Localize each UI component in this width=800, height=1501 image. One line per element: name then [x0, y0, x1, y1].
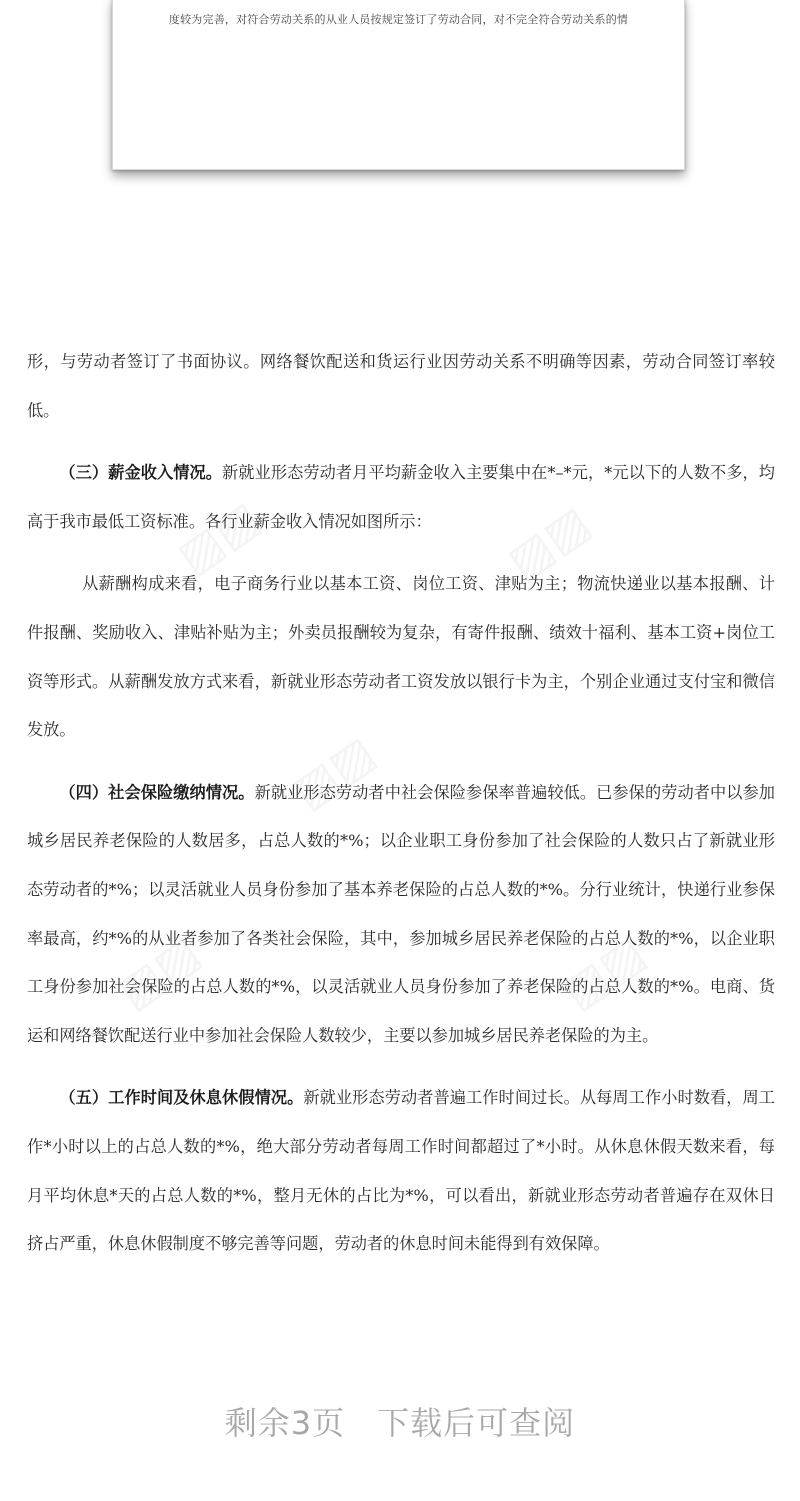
paragraph-text: 新就业形态劳动者普遍工作时间过长。从每周工作小时数看，周工作*小时以上的占总人数的*%，绝大部分劳动者每周工作时间都超过了*小时。从休息休假天数来看，每月平均休息*天的占总人数的*%，整月无休的占比为*%，可以看出，新就业形态劳动者普遍存在双休日挤占严重，休息休假制度不够完善等问题，劳动者的休息时间未能得到有效保障。	[27, 1088, 775, 1254]
document-body	[27, 338, 775, 1269]
section-heading-working-hours: （五）工作时间及休息休假情况。	[59, 1088, 304, 1108]
preview-text-line: 度较为完善，对符合劳动关系的从业人员按规定签订了劳动合同，对不完全符合劳动关系的情	[168, 13, 629, 26]
section-heading-salary: （三）薪金收入情况。	[59, 463, 223, 483]
paragraph-text: 形，与劳动者签订了书面协议。网络餐饮配送和货运行业因劳动关系不明确等因素，劳动合同签订率较低。	[27, 352, 775, 420]
paragraph-text: 新就业形态劳动者中社会保险参保率普遍较低。已参保的劳动者中以参加城乡居民养老保险的人数居多，占总人数的*%；以企业职工身份参加了社会保险的人数只占了新就业形态劳动者的*%；以灵活就业人员身份参加了基本养老保险的占总人数的*%。分行业统计，快递行业参保率最高，约*%的从业者参加了各类社会保险，其中，参加城乡居民养老保险的占总人数的*%，以企业职工身份参加社会保险的占总人数的*%，以灵活就业人员身份参加了养老保险的占总人数的*%。电商、货运和网络餐饮配送行业中参加社会保险人数较少，主要以参加城乡居民养老保险的为主。	[27, 782, 775, 1045]
paragraph-social-insurance	[27, 769, 775, 1061]
paragraph-continuation	[27, 338, 775, 435]
remaining-pages-banner[interactable]	[0, 1398, 800, 1444]
watermark-graphic: ▨▨	[552, 924, 655, 1020]
watermark-graphic: ▨▨	[282, 724, 385, 820]
download-to-view-label: 下载后可查阅	[377, 1404, 576, 1442]
paragraph-text: 新就业形态劳动者月平均薪金收入主要集中在*–*元，*元以下的人数不多，均高于我市最低工资标准。各行业薪金收入情况如图所示：	[27, 463, 775, 531]
paragraph-text: 从薪酬构成来看，电子商务行业以基本工资、岗位工资、津贴为主；物流快递业以基本报酬、计件报酬、奖励收入、津贴补贴为主；外卖员报酬较为复杂，有寄件报酬、绩效十福利、基本工资+岗位工资等形式。从薪酬发放方式来看，新就业形态劳动者工资发放以银行卡为主，个别企业通过支付宝和微信发放。	[27, 574, 775, 740]
watermark-graphic: ▨▨	[167, 489, 270, 585]
paragraph-salary	[27, 449, 775, 546]
preview-page-card	[112, 0, 685, 170]
paragraph-pay-structure	[27, 560, 775, 754]
watermark-graphic: ▨▨	[497, 494, 600, 590]
section-heading-social-insurance: （四）社会保险缴纳情况。	[59, 782, 255, 802]
watermark-graphic: ▨▨	[107, 924, 210, 1020]
remaining-pages-label: 剩余3页	[224, 1404, 346, 1442]
paragraph-working-hours	[27, 1074, 775, 1268]
